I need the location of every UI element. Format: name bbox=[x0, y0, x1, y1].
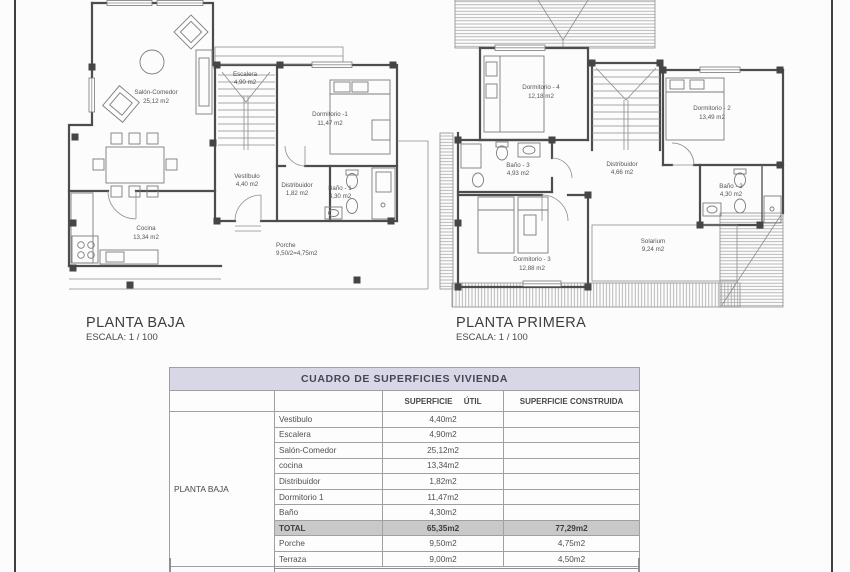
room-name-cell: Escalera bbox=[275, 427, 383, 443]
construida-value-cell bbox=[504, 458, 640, 474]
util-value-cell: 4,30m2 bbox=[383, 505, 504, 521]
construida-value-cell bbox=[504, 427, 640, 443]
table-header-row bbox=[170, 391, 640, 412]
plan-scale: ESCALA: 1 / 100 bbox=[456, 332, 528, 344]
room-label-cocina: Cocina bbox=[136, 225, 156, 232]
room-label-dormitorio-3: Dormitorio - 3 bbox=[513, 256, 551, 263]
room-area-dormitorio-2: 13,49 m2 bbox=[699, 114, 725, 121]
room-area-porche: 9,50/2=4,75m2 bbox=[276, 250, 318, 257]
construida-value-cell bbox=[504, 443, 640, 459]
room-area-bano-2: 4,30 m2 bbox=[719, 191, 743, 198]
plan-scale: ESCALA: 1 / 100 bbox=[86, 332, 158, 344]
column-header-superficie-util: SUPERFICIE ÚTIL bbox=[383, 391, 504, 412]
util-value-cell: 25,12m2 bbox=[383, 443, 504, 459]
round-table-icon bbox=[140, 50, 164, 74]
sofa-icon bbox=[103, 15, 212, 122]
room-area-distribuidor: 4,66 m2 bbox=[610, 169, 634, 176]
room-label-vestibulo: Vestíbulo bbox=[234, 173, 260, 180]
door-arcs bbox=[108, 146, 305, 221]
door-arcs bbox=[542, 143, 694, 221]
table-title: CUADRO DE SUPERFICIES VIVIENDA bbox=[170, 368, 640, 391]
construida-value-cell bbox=[504, 505, 640, 521]
room-label-bano-3: Baño - 3 bbox=[506, 162, 530, 169]
room-label-dormitorio-1: Dormitorio -1 bbox=[312, 111, 348, 118]
room-name-cell: Baño bbox=[275, 505, 383, 521]
table-title-row bbox=[170, 368, 640, 391]
total-label-cell: TOTAL bbox=[275, 520, 383, 536]
table-row bbox=[170, 412, 640, 428]
room-label-distribuidor: Distribuidor bbox=[606, 161, 638, 168]
bed-icon bbox=[478, 56, 724, 253]
planta-baja-plan bbox=[69, 1, 428, 290]
room-area-salon-comedor: 25,12 m2 bbox=[143, 98, 169, 105]
room-area-bano-1: 4,30 m2 bbox=[328, 193, 352, 200]
room-area-dormitorio-3: 12,88 m2 bbox=[519, 265, 545, 272]
room-name-cell: cocina bbox=[275, 458, 383, 474]
empty-header-cell bbox=[275, 391, 383, 412]
room-name-cell: Porche bbox=[275, 536, 383, 552]
room-area-dormitorio-1: 11,47 m2 bbox=[317, 120, 343, 127]
plan-title-planta-primera bbox=[456, 316, 586, 343]
construida-value-cell bbox=[504, 489, 640, 505]
walls bbox=[69, 3, 397, 266]
room-area-bano-3: 4,93 m2 bbox=[506, 170, 530, 177]
room-label-bano-1: Baño - 1 bbox=[328, 185, 352, 192]
planta-primera-plan bbox=[440, 0, 784, 307]
util-value-cell: 65,35m2 bbox=[383, 520, 504, 536]
util-value-cell: 11,47m2 bbox=[383, 489, 504, 505]
util-value-cell: 1,82m2 bbox=[383, 474, 504, 490]
util-value-cell: 9,50m2 bbox=[383, 536, 504, 552]
dining-table-icon bbox=[93, 133, 177, 197]
construida-value-cell: 4,50m2 bbox=[504, 551, 640, 567]
column-header-superficie-construida: SUPERFICIE CONSTRUIDA bbox=[504, 391, 640, 412]
roof-hatch bbox=[440, 0, 783, 307]
empty-header-cell bbox=[170, 391, 275, 412]
util-value-cell: 4,40m2 bbox=[383, 412, 504, 428]
room-label-bano-2: Baño - 2 bbox=[719, 183, 743, 190]
room-label-solarium: Solarium bbox=[640, 238, 666, 245]
room-label-distribuidor: Distribuidor bbox=[281, 182, 313, 189]
plan-title: PLANTA BAJA bbox=[86, 315, 186, 331]
room-label-porche: Porche bbox=[276, 242, 296, 249]
util-value-cell: 4,90m2 bbox=[383, 427, 504, 443]
room-area-dormitorio-4: 12,18 m2 bbox=[528, 93, 554, 100]
plan-title-planta-baja bbox=[86, 316, 185, 343]
surface-table bbox=[169, 367, 640, 567]
solarium-outline bbox=[592, 225, 737, 281]
construida-value-cell bbox=[504, 474, 640, 490]
room-label-salon-comedor: Salón-Comedor bbox=[134, 89, 178, 96]
room-area-distribuidor: 1,82 m2 bbox=[285, 190, 309, 197]
plan-title: PLANTA PRIMERA bbox=[456, 315, 587, 331]
room-area-cocina: 13,34 m2 bbox=[133, 234, 159, 241]
construida-value-cell: 77,29m2 bbox=[504, 520, 640, 536]
room-name-cell: Dormitorio 1 bbox=[275, 489, 383, 505]
room-name-cell: Salón-Comedor bbox=[275, 443, 383, 459]
room-area-vestibulo: 4,40 m2 bbox=[235, 181, 259, 188]
room-name-cell: Distribuidor bbox=[275, 474, 383, 490]
construida-value-cell bbox=[504, 412, 640, 428]
room-label-escalera: Escalera bbox=[232, 71, 258, 78]
util-value-cell: 9,00m2 bbox=[383, 551, 504, 567]
room-label-dormitorio-2: Dormitorio - 2 bbox=[693, 105, 731, 112]
room-area-escalera: 4,90 m2 bbox=[233, 79, 257, 86]
construida-value-cell: 4,75m2 bbox=[504, 536, 640, 552]
stairs-icon bbox=[592, 68, 660, 150]
room-name-cell: Vestibulo bbox=[275, 412, 383, 428]
util-value-cell: 13,34m2 bbox=[383, 458, 504, 474]
room-area-solarium: 9,24 m2 bbox=[641, 246, 665, 253]
room-label-dormitorio-4: Dormitorio - 4 bbox=[522, 84, 560, 91]
row-group-label: PLANTA BAJA bbox=[170, 412, 275, 567]
room-name-cell: Terraza bbox=[275, 551, 383, 567]
